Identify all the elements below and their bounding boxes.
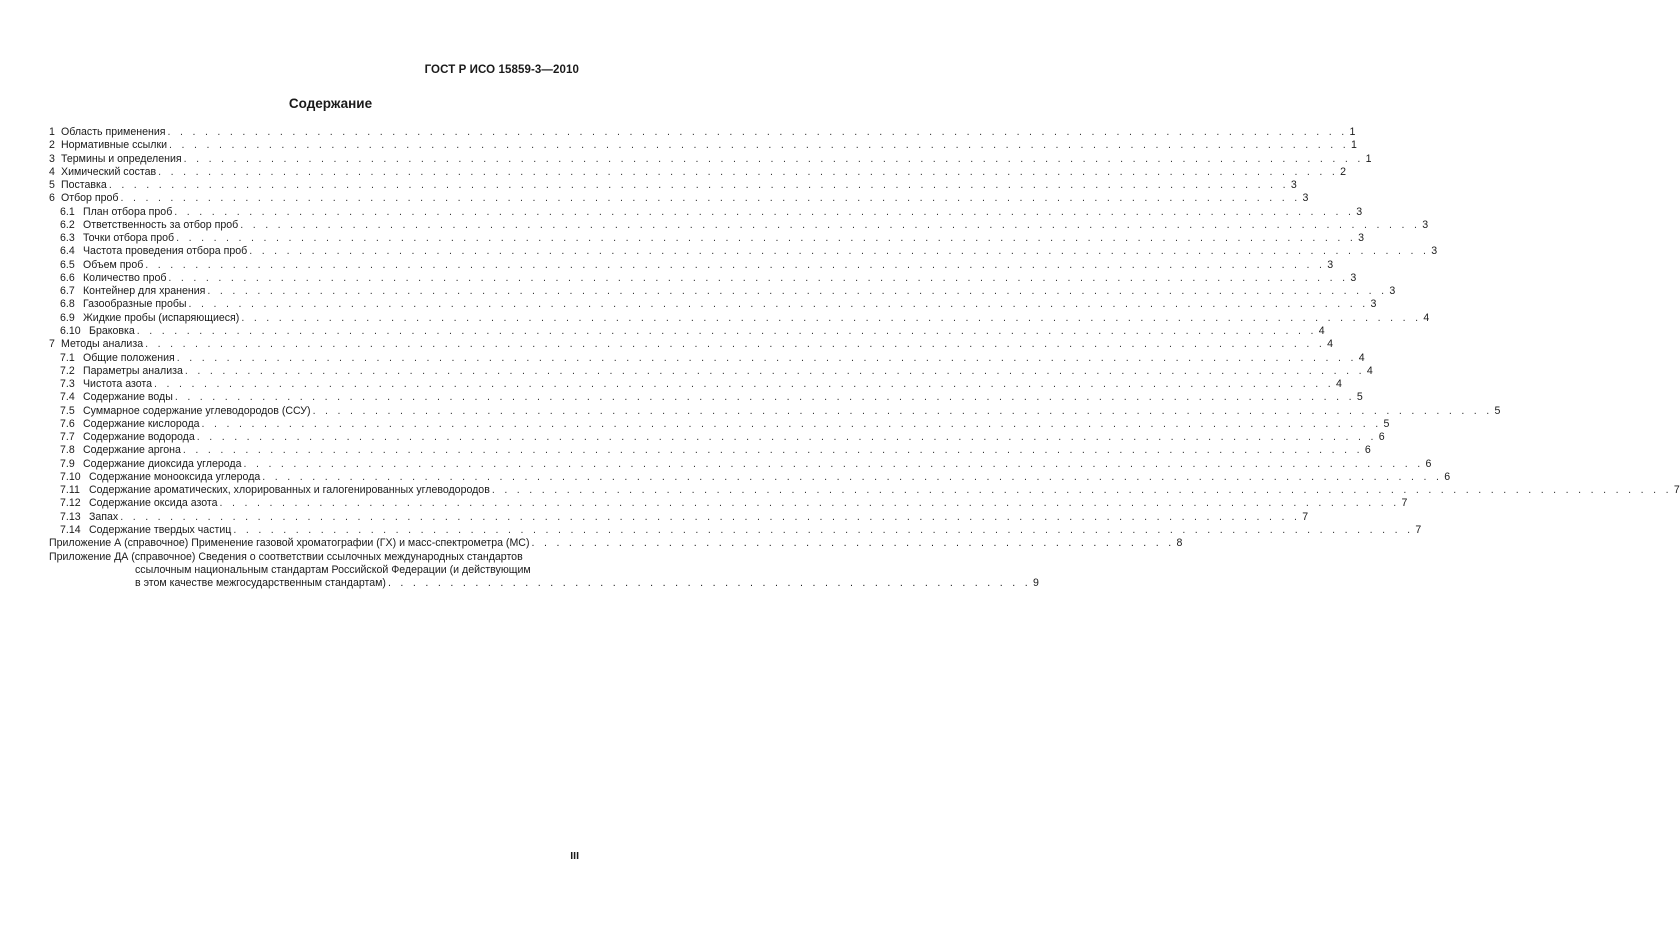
document-header: ГОСТ Р ИСО 15859-3—2010 xyxy=(424,64,579,76)
toc-entry-page: 3 xyxy=(1370,298,1377,311)
toc-entry-title: Содержание аргона xyxy=(83,444,181,457)
toc-entry-page: 3 xyxy=(1422,218,1429,231)
toc-entry-number: 6.4 xyxy=(60,245,75,258)
toc-entry[interactable] xyxy=(49,497,1408,510)
toc-entry-page: 3 xyxy=(1431,245,1438,258)
toc-entry-title: План отбора проб xyxy=(83,205,173,218)
toc-entry-title: Поставка xyxy=(61,179,107,192)
toc-entry-title: Количество проб xyxy=(83,271,167,284)
toc-entry[interactable] xyxy=(49,404,1501,418)
appendix-page-number: 8 xyxy=(1176,537,1183,550)
toc-entry-number: 6.5 xyxy=(60,258,75,271)
toc-entry-title: Содержание ароматических, хлорированных и галогенированных углеводородов xyxy=(89,484,490,497)
appendix-da-continued xyxy=(49,577,1039,590)
toc-leader-dots xyxy=(233,524,1413,537)
toc-entry-number: 7.8 xyxy=(60,444,75,457)
toc-entry-number: 2 xyxy=(49,139,55,152)
toc-leader-dots xyxy=(158,166,1338,179)
toc-entry-number: 3 xyxy=(49,152,55,165)
toc-entry[interactable] xyxy=(49,457,1432,471)
toc-entry-title: Термины и определения xyxy=(61,152,182,165)
toc-entry[interactable] xyxy=(49,179,1297,192)
toc-entry-number: 6.6 xyxy=(60,271,75,284)
toc-entry-number: 7 xyxy=(49,338,55,351)
toc-entry-title: Газообразные пробы xyxy=(83,298,187,311)
toc-entry[interactable] xyxy=(49,523,1422,537)
toc-entry-page: 7 xyxy=(1302,510,1309,523)
toc-entry-page: 4 xyxy=(1423,311,1430,324)
toc-entry-page: 7 xyxy=(1673,484,1680,497)
toc-entry-number: 7.6 xyxy=(60,417,75,430)
appendix-page-number: 9 xyxy=(1033,577,1039,590)
toc-entry-number: 5 xyxy=(49,179,55,192)
toc-entry[interactable] xyxy=(49,298,1377,311)
toc-entry[interactable] xyxy=(49,324,1325,338)
toc-entry-title: Отбор проб xyxy=(61,192,119,205)
toc-leader-dots xyxy=(249,245,1429,258)
appendix-da-continued xyxy=(49,564,583,577)
appendix-label: Приложение А (справочное) xyxy=(49,537,189,550)
toc-entry-page: 3 xyxy=(1358,232,1364,245)
toc-entry[interactable] xyxy=(49,218,1429,232)
toc-entry-number: 7.11 xyxy=(60,484,80,497)
toc-entry-page: 3 xyxy=(1350,271,1357,284)
toc-leader-dots xyxy=(120,511,1300,524)
toc-entry[interactable] xyxy=(49,510,1309,524)
toc-entry[interactable] xyxy=(49,470,1451,484)
toc-leader-dots xyxy=(145,259,1325,272)
toc-entry[interactable] xyxy=(49,271,1357,285)
toc-entry-number: 6.3 xyxy=(60,232,75,245)
appendix-title: Применение газовой хроматографии (ГХ) и масс-спектрометра (МС) xyxy=(191,537,530,550)
toc-entry-number: 7.9 xyxy=(60,457,75,470)
toc-leader-dots: . . . . . . . . . . . . . . . . . . . . . . . . . . . . . . . . . . . . . . . . . . . . . . . . . . . . xyxy=(387,577,1031,590)
toc-leader-dots xyxy=(109,179,1289,192)
toc-leader-dots xyxy=(176,232,1356,245)
toc-entry-title: Ответственность за отбор проб xyxy=(83,218,239,231)
toc-leader-dots xyxy=(145,338,1325,351)
toc-title: Содержание xyxy=(288,96,373,111)
toc-entry-page: 3 xyxy=(1356,205,1363,218)
toc-entry-number: 7.12 xyxy=(60,497,81,510)
toc-entry[interactable] xyxy=(49,338,1333,351)
toc-entry-title: Контейнер для хранения xyxy=(83,285,206,298)
toc-leader-dots xyxy=(492,484,1672,497)
toc-entry[interactable] xyxy=(49,165,1347,179)
toc-entry[interactable] xyxy=(49,431,1385,444)
toc-entry-page: 1 xyxy=(1349,126,1356,138)
toc-leader-dots xyxy=(169,139,1349,152)
toc-entry-page: 7 xyxy=(1401,497,1408,510)
toc-entry-title: Содержание оксида азота xyxy=(89,497,218,510)
toc-entry-number: 7.13 xyxy=(60,510,81,523)
toc-entry-number: 7.14 xyxy=(60,523,81,536)
toc-leader-dots xyxy=(202,418,1382,431)
toc-entry-page: 6 xyxy=(1425,457,1432,470)
toc-entry-page: 6 xyxy=(1378,431,1385,444)
toc-entry-page: 6 xyxy=(1364,444,1371,457)
toc-entry-page: 2 xyxy=(1340,165,1347,178)
toc-entry-number: 7.5 xyxy=(60,404,75,417)
toc-entry-page: 3 xyxy=(1389,285,1396,298)
toc-entry-number: 1 xyxy=(49,126,55,138)
appendix-a[interactable] xyxy=(49,537,1183,550)
toc-entry-number: 7.1 xyxy=(60,351,75,364)
toc-entry[interactable] xyxy=(49,192,1309,205)
toc-entry[interactable] xyxy=(49,152,1372,166)
toc-entry-number: 4 xyxy=(49,165,55,178)
appendix-title-line: в этом качестве межгосударственным стандартам) xyxy=(135,577,386,590)
toc-leader-dots xyxy=(177,352,1357,365)
toc-leader-dots xyxy=(168,272,1348,285)
toc-leader-dots xyxy=(313,405,1493,418)
toc-entry-number: 6.1 xyxy=(60,205,75,218)
toc-entry[interactable] xyxy=(49,311,1430,325)
toc-entry-title: Запах xyxy=(89,510,119,523)
toc-entry-number: 7.3 xyxy=(60,378,75,391)
toc-leader-dots xyxy=(240,219,1420,232)
toc-entry-page: 4 xyxy=(1336,378,1342,391)
toc-entry-title: Содержание твердых частиц xyxy=(89,523,232,536)
toc-entry-title: Чистота азота xyxy=(83,378,153,391)
appendix-title-line: Сведения о соответствии ссылочных международных стандартов xyxy=(198,550,523,563)
toc-entry-page: 1 xyxy=(1351,139,1357,152)
toc-leader-dots xyxy=(220,497,1400,510)
page-number: III xyxy=(570,850,579,862)
toc-entry-number: 6.7 xyxy=(60,285,75,298)
toc-entry-title: Параметры анализа xyxy=(83,364,183,377)
toc-entry[interactable] xyxy=(49,245,1438,258)
toc-entry-page: 5 xyxy=(1494,404,1501,417)
toc-entry-title: Содержание кислорода xyxy=(83,417,200,430)
toc-entry-title: Суммарное содержание углеводородов (ССУ) xyxy=(83,404,311,417)
toc-entry-page: 3 xyxy=(1302,192,1309,205)
toc-entry[interactable] xyxy=(49,258,1334,272)
toc-leader-dots xyxy=(120,192,1300,205)
toc-entry[interactable] xyxy=(49,378,1342,391)
toc-entry[interactable] xyxy=(49,364,1373,378)
toc-leader-dots xyxy=(207,285,1387,298)
toc-entry-title: Жидкие пробы (испаряющиеся) xyxy=(83,311,240,324)
toc-leader-dots xyxy=(175,391,1355,404)
toc-entry-number: 6.2 xyxy=(60,218,75,231)
toc-entry-title: Нормативные ссылки xyxy=(61,139,168,152)
toc-entry-number: 6 xyxy=(49,192,55,205)
appendix-label: Приложение ДА (справочное) xyxy=(49,550,196,563)
toc-leader-dots xyxy=(154,378,1334,391)
toc-entry-number: 7.2 xyxy=(60,364,75,377)
toc-entry-title: Точки отбора проб xyxy=(83,232,175,245)
table-of-contents xyxy=(49,126,1680,590)
toc-entry[interactable] xyxy=(49,484,1680,497)
appendix-title-line: ссылочным национальным стандартам Российской Федерации (и действующим xyxy=(135,563,531,576)
toc-entry[interactable] xyxy=(49,205,1363,219)
toc-entry-title: Браковка xyxy=(89,324,135,337)
toc-entry[interactable] xyxy=(49,139,1357,152)
toc-entry-number: 6.10 xyxy=(60,324,81,337)
toc-entry-title: Содержание диоксида углерода xyxy=(83,457,242,470)
toc-entry[interactable] xyxy=(49,391,1363,404)
toc-entry-number: 7.7 xyxy=(60,431,75,444)
toc-entry-page: 5 xyxy=(1356,391,1363,404)
toc-entry-title: Содержание водорода xyxy=(83,431,195,444)
toc-entry-title: Частота проведения отбора проб xyxy=(83,245,248,258)
toc-leader-dots xyxy=(185,365,1365,378)
toc-entry-page: 4 xyxy=(1327,338,1333,351)
toc-entry-page: 6 xyxy=(1444,470,1451,483)
toc-leader-dots xyxy=(241,312,1421,325)
toc-entry[interactable] xyxy=(49,232,1364,245)
toc-entry-title: Общие положения xyxy=(83,351,175,364)
toc-entry-page: 4 xyxy=(1358,351,1365,364)
toc-entry-number: 6.8 xyxy=(60,298,75,311)
toc-entry-number: 7.10 xyxy=(60,470,81,483)
toc-entry-page: 4 xyxy=(1318,324,1325,337)
toc-entry-title: Химический состав xyxy=(61,165,157,178)
toc-entry[interactable] xyxy=(49,351,1365,365)
toc-entry-page: 1 xyxy=(1365,152,1372,165)
toc-leader-dots xyxy=(174,206,1354,219)
appendix-da[interactable] xyxy=(49,551,583,564)
toc-entry[interactable] xyxy=(49,285,1396,298)
toc-entry-page: 5 xyxy=(1383,417,1390,430)
toc-leader-dots xyxy=(262,471,1442,484)
toc-entry-page: 7 xyxy=(1415,523,1422,536)
toc-entry-title: Область применения xyxy=(61,126,166,138)
toc-entry-number: 7.4 xyxy=(60,391,75,404)
toc-leader-dots xyxy=(243,458,1423,471)
toc-entry-title: Содержание воды xyxy=(83,391,173,404)
toc-entry-number: 6.9 xyxy=(60,311,75,324)
toc-entry[interactable] xyxy=(49,417,1390,431)
appendix-list xyxy=(49,537,1183,590)
toc-leader-dots xyxy=(197,431,1377,444)
toc-entry[interactable] xyxy=(49,126,1356,139)
toc-entry-title: Содержание монооксида углерода xyxy=(89,470,261,483)
toc-leader-dots xyxy=(137,325,1317,338)
toc-leader-dots xyxy=(184,153,1364,166)
toc-entry-title: Объем проб xyxy=(83,258,144,271)
toc-leader-dots xyxy=(189,298,1369,311)
toc-entry-page: 4 xyxy=(1366,364,1373,377)
toc-leader-dots xyxy=(167,126,1347,139)
toc-entry-page: 3 xyxy=(1290,179,1297,192)
toc-leader-dots xyxy=(183,444,1363,457)
toc-entry-page: 3 xyxy=(1327,258,1334,271)
toc-entry[interactable] xyxy=(49,444,1371,457)
toc-entry-title: Методы анализа xyxy=(61,338,144,351)
toc-leader-dots: . . . . . . . . . . . . . . . . . . . . . . . . . . . . . . . . . . . . . . . . . . . . . . . . . . . . xyxy=(531,537,1175,550)
